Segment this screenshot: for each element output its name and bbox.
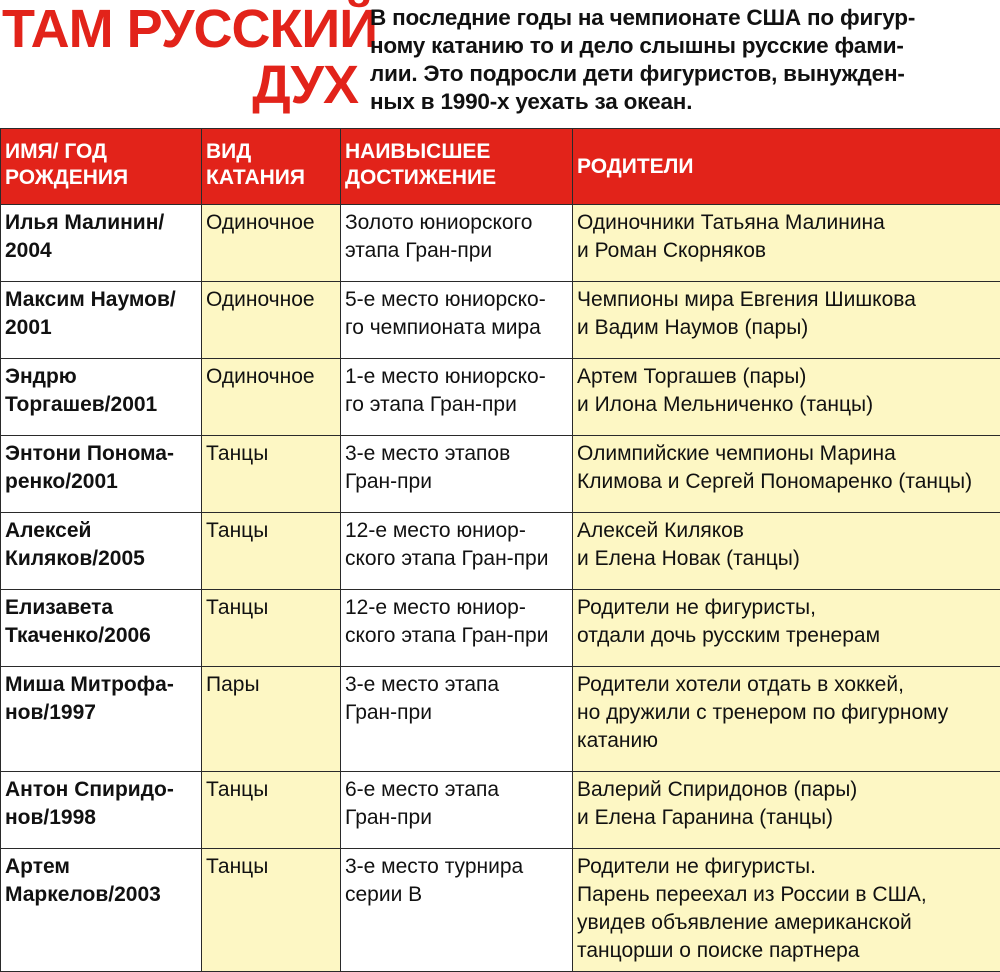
column-header-line: ВИД bbox=[206, 139, 336, 165]
cell-line: 3-е место этапа bbox=[345, 671, 568, 699]
cell-parents bbox=[573, 772, 1000, 849]
cell-achievement bbox=[341, 772, 573, 849]
cell-name bbox=[1, 436, 202, 513]
cell-line: Алексей Киляков bbox=[577, 517, 996, 545]
cell-achievement bbox=[341, 282, 573, 359]
table-row bbox=[1, 282, 1000, 359]
cell-name bbox=[1, 772, 202, 849]
cell-line: Чемпионы мира Евгения Шишкова bbox=[577, 286, 996, 314]
cell-name bbox=[1, 590, 202, 667]
cell-line: 5-е место юниорско- bbox=[345, 286, 568, 314]
cell-parents bbox=[573, 436, 1000, 513]
cell-achievement bbox=[341, 667, 573, 772]
cell-line: Валерий Спиридонов (пары) bbox=[577, 776, 996, 804]
cell-line: Родители хотели отдать в хоккей, bbox=[577, 671, 996, 699]
cell-line: Энтони Понома- bbox=[5, 440, 197, 468]
column-header-line: ИМЯ/ ГОД bbox=[5, 139, 197, 165]
lede-line: ному катанию то и дело слышны русские фами- bbox=[370, 32, 995, 60]
cell-parents bbox=[573, 359, 1000, 436]
cell-line: и Илона Мельниченко (танцы) bbox=[577, 391, 996, 419]
cell-line: Гран-при bbox=[345, 804, 568, 832]
cell-line: Артем bbox=[5, 853, 197, 881]
cell-line: Эндрю bbox=[5, 363, 197, 391]
cell-line: 2001 bbox=[5, 314, 197, 342]
cell-line: Киляков/2005 bbox=[5, 545, 197, 573]
cell-line: нов/1997 bbox=[5, 699, 197, 727]
cell-parents bbox=[573, 513, 1000, 590]
cell-line: Одиночники Татьяна Малинина bbox=[577, 209, 996, 237]
table-row bbox=[1, 205, 1000, 282]
cell-line: Миша Митрофа- bbox=[5, 671, 197, 699]
cell-type: Пары bbox=[202, 667, 341, 772]
cell-type: Танцы bbox=[202, 590, 341, 667]
cell-name bbox=[1, 205, 202, 282]
cell-achievement bbox=[341, 590, 573, 667]
cell-type: Одиночное bbox=[202, 282, 341, 359]
cell-line: Олимпийские чемпионы Марина bbox=[577, 440, 996, 468]
cell-type: Одиночное bbox=[202, 205, 341, 282]
cell-line: Елизавета bbox=[5, 594, 197, 622]
cell-achievement bbox=[341, 436, 573, 513]
headline-line-2: ДУХ bbox=[252, 58, 358, 112]
cell-line: Ткаченко/2006 bbox=[5, 622, 197, 650]
cell-line: увидев объявление американской bbox=[577, 909, 996, 937]
column-header-parents bbox=[573, 129, 1000, 205]
cell-line: Максим Наумов/ bbox=[5, 286, 197, 314]
cell-line: го чемпионата мира bbox=[345, 314, 568, 342]
cell-line: Артем Торгашев (пары) bbox=[577, 363, 996, 391]
cell-type: Одиночное bbox=[202, 359, 341, 436]
cell-line: Золото юниорского bbox=[345, 209, 568, 237]
headline-line-1: ТАМ РУССКИЙ bbox=[2, 2, 377, 56]
table-row bbox=[1, 436, 1000, 513]
cell-line: ского этапа Гран-при bbox=[345, 545, 568, 573]
cell-line: 2004 bbox=[5, 237, 197, 265]
cell-achievement bbox=[341, 513, 573, 590]
cell-line: Гран-при bbox=[345, 468, 568, 496]
cell-line: 3-е место этапов bbox=[345, 440, 568, 468]
cell-name bbox=[1, 667, 202, 772]
cell-line: Гран-при bbox=[345, 699, 568, 727]
cell-line: Алексей bbox=[5, 517, 197, 545]
cell-achievement bbox=[341, 205, 573, 282]
cell-line: Илья Малинин/ bbox=[5, 209, 197, 237]
skaters-table bbox=[0, 128, 1000, 972]
cell-type: Танцы bbox=[202, 436, 341, 513]
cell-line: серии B bbox=[345, 881, 568, 909]
cell-line: Антон Спиридо- bbox=[5, 776, 197, 804]
cell-line: Родители не фигуристы. bbox=[577, 853, 996, 881]
cell-line: отдали дочь русским тренерам bbox=[577, 622, 996, 650]
cell-line: Родители не фигуристы, bbox=[577, 594, 996, 622]
cell-name bbox=[1, 359, 202, 436]
cell-name bbox=[1, 282, 202, 359]
column-header-line: КАТАНИЯ bbox=[206, 165, 336, 191]
cell-parents bbox=[573, 205, 1000, 282]
table-row bbox=[1, 359, 1000, 436]
cell-line: ского этапа Гран-при bbox=[345, 622, 568, 650]
lede-line: лии. Это подросли дети фигуристов, вынужден- bbox=[370, 60, 995, 88]
table-row bbox=[1, 590, 1000, 667]
cell-line: го этапа Гран-при bbox=[345, 391, 568, 419]
column-header-type bbox=[202, 129, 341, 205]
headline bbox=[2, 0, 360, 118]
cell-parents bbox=[573, 667, 1000, 772]
cell-type: Танцы bbox=[202, 849, 341, 972]
cell-parents bbox=[573, 282, 1000, 359]
lede-paragraph bbox=[370, 4, 995, 116]
lede-line: В последние годы на чемпионате США по фигур- bbox=[370, 4, 995, 32]
column-header-line: НАИВЫСШЕЕ bbox=[345, 139, 568, 165]
column-header-line: ДОСТИЖЕНИЕ bbox=[345, 165, 568, 191]
cell-line: Климова и Сергей Пономаренко (танцы) bbox=[577, 468, 996, 496]
cell-line: Парень переехал из России в США, bbox=[577, 881, 996, 909]
cell-line: катанию bbox=[577, 727, 996, 755]
cell-line: Маркелов/2003 bbox=[5, 881, 197, 909]
lede-line: ных в 1990-х уехать за океан. bbox=[370, 88, 995, 116]
cell-type: Танцы bbox=[202, 513, 341, 590]
cell-line: 6-е место этапа bbox=[345, 776, 568, 804]
table-row bbox=[1, 849, 1000, 972]
cell-line: но дружили с тренером по фигурному bbox=[577, 699, 996, 727]
cell-line: ренко/2001 bbox=[5, 468, 197, 496]
cell-line: и Вадим Наумов (пары) bbox=[577, 314, 996, 342]
column-header-achievement bbox=[341, 129, 573, 205]
cell-type: Танцы bbox=[202, 772, 341, 849]
article-header bbox=[0, 0, 1000, 128]
cell-line: танцорши о поиске партнера bbox=[577, 937, 996, 965]
column-header-line: РОЖДЕНИЯ bbox=[5, 165, 197, 191]
cell-line: 12-е место юниор- bbox=[345, 594, 568, 622]
cell-parents bbox=[573, 849, 1000, 972]
cell-achievement bbox=[341, 849, 573, 972]
table-header-row bbox=[1, 129, 1000, 205]
cell-line: 3-е место турнира bbox=[345, 853, 568, 881]
cell-line: 1-е место юниорско- bbox=[345, 363, 568, 391]
column-header-name-year bbox=[1, 129, 202, 205]
cell-line: и Елена Гаранина (танцы) bbox=[577, 804, 996, 832]
cell-line: и Роман Скорняков bbox=[577, 237, 996, 265]
table-row bbox=[1, 772, 1000, 849]
column-header-line: РОДИТЕЛИ bbox=[577, 154, 996, 180]
cell-line: Торгашев/2001 bbox=[5, 391, 197, 419]
cell-achievement bbox=[341, 359, 573, 436]
cell-name bbox=[1, 849, 202, 972]
table-row bbox=[1, 667, 1000, 772]
cell-name bbox=[1, 513, 202, 590]
cell-line: и Елена Новак (танцы) bbox=[577, 545, 996, 573]
cell-line: этапа Гран-при bbox=[345, 237, 568, 265]
cell-line: 12-е место юниор- bbox=[345, 517, 568, 545]
cell-line: нов/1998 bbox=[5, 804, 197, 832]
cell-parents bbox=[573, 590, 1000, 667]
table-row bbox=[1, 513, 1000, 590]
